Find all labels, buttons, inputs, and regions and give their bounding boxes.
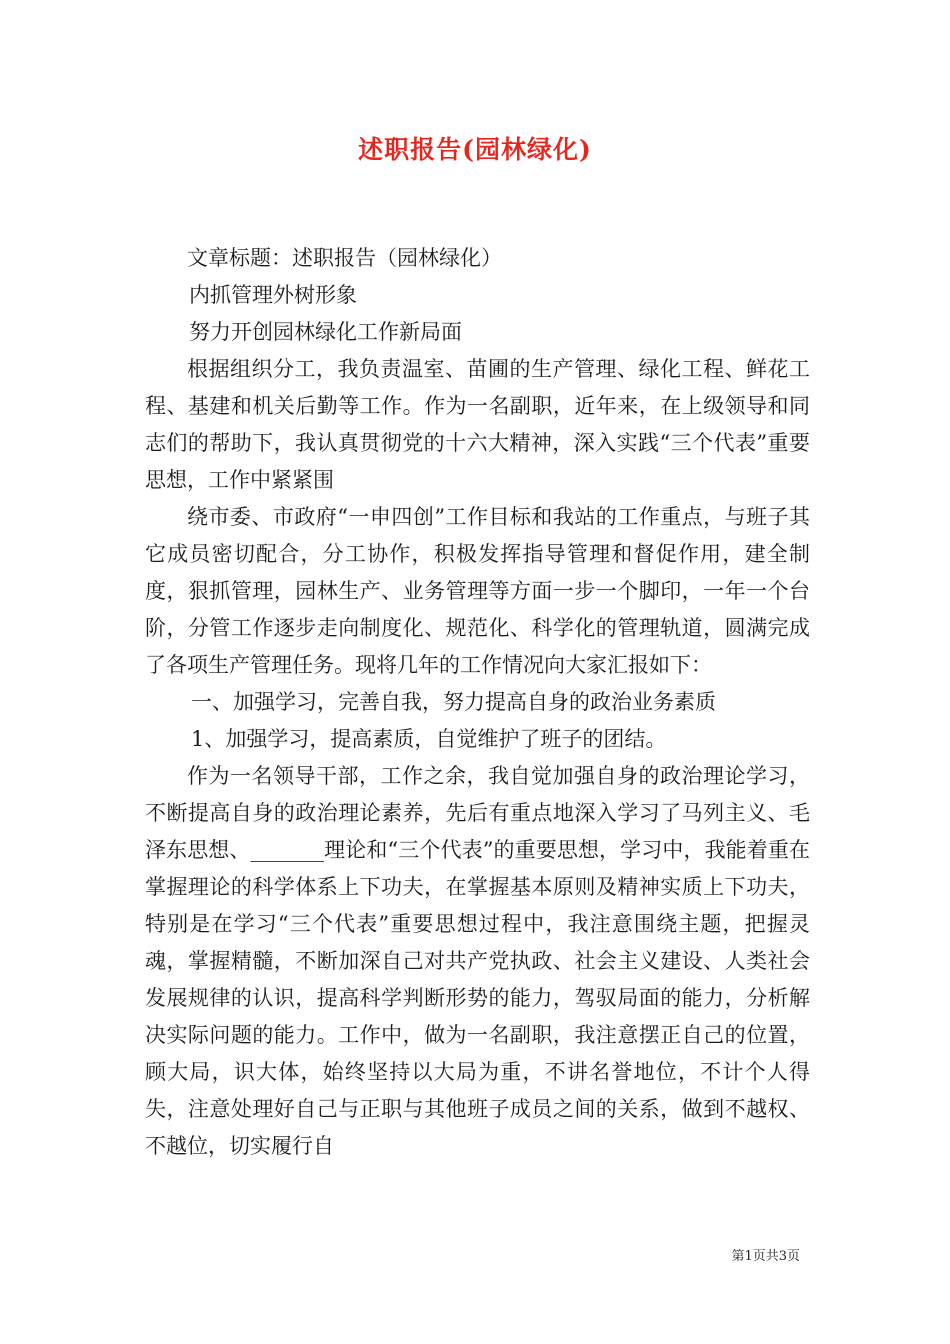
article-title-line: 文章标题：述职报告（园林绿化）: [187, 246, 502, 270]
subtitle-line-1: 内抓管理外树形象: [189, 283, 357, 307]
subtitle-line-2: 努力开创园林绿化工作新局面: [189, 320, 462, 344]
body-paragraph: 绕市委、市政府“一申四创”工作目标和我站的工作重点，与班子其它成员密切配合，分工协作，积极发挥指导管理和督促作用，建全制度，狠抓管理，园林生产、业务管理等方面一步一个脚印，一年一个台阶，分管工作逐步走向制度化、规范化、科学化的管理轨道，圆满完成了各项生产管理任务。现将几年的工作情况向大家汇报如下：: [145, 505, 810, 677]
section-heading: 一、加强学习，完善自我，努力提高自身的政治业务素质: [191, 690, 716, 714]
document-title: 述职报告(园林绿化): [358, 135, 592, 164]
page-indicator: 第1页共3页: [731, 1249, 800, 1264]
body-paragraph: 根据组织分工，我负责温室、苗圃的生产管理、绿化工程、鲜花工程、基建和机关后勤等工作。作为一名副职，近年来，在上级领导和同志们的帮助下，我认真贯彻党的十六大精神，深入实践“三个代表”重要思想，工作中紧紧围: [145, 357, 810, 492]
document-body: [145, 240, 810, 1165]
body-paragraph: 作为一名领导干部，工作之余，我自觉加强自身的政治理论学习，不断提高自身的政治理论素养，先后有重点地深入学习了马列主义、毛泽东思想、_______理论和“三个代表”的重要思想，学习中，我能着重在掌握理论的科学体系上下功夫，在掌握基本原则及精神实质上下功夫，特别是在学习“三个代表”重要思想过程中，我注意围绕主题，把握灵魂，掌握精髓，不断加深自己对共产党执政、社会主义建设、人类社会发展规律的认识，提高科学判断形势的能力，驾驭局面的能力，分析解决实际问题的能力。工作中，做为一名副职，我注意摆正自己的位置，顾大局，识大体，始终坚持以大局为重，不讲名誉地位，不计个人得失，注意处理好自己与正职与其他班子成员之间的关系，做到不越权、不越位，切实履行自: [145, 764, 810, 1158]
subsection-heading: 1、加强学习，提高素质，自觉维护了班子的团结。: [191, 727, 667, 751]
